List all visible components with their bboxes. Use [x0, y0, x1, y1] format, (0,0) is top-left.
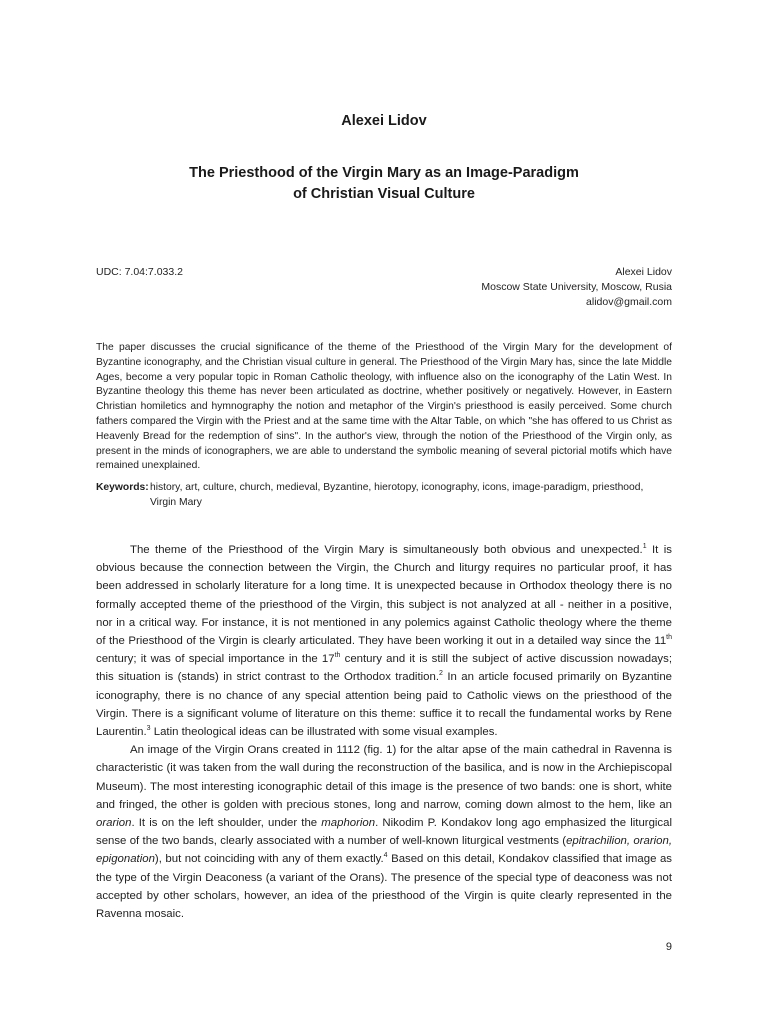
footnote-ref-4[interactable]: 4 [383, 852, 388, 860]
body-paragraph-1 [96, 541, 672, 741]
body-paragraph-2 [96, 741, 672, 923]
p2-text-a: An image of the Virgin Orans created in 1112 (fig. 1) for the altar apse of the main cathedral in Ravenna is characteristic (it was taken from the wall during the reconstruction of the basilica, and is now in the Archiepiscopal Museum). The most interesting iconographic detail of this image is the presence of two bands: one is short, white and fringed, the other is golden with precious stones, long and narrow, coming down almost to the hem, like an [96, 744, 672, 811]
page-number: 9 [665, 941, 672, 953]
p1-text-b: It is obvious because the connection between the Virgin, the Church and liturgy requires no particular proof, it has been addressed in scholarly literature for a long time. It is unexpected because in Orthodox theology there is no formally accepted theme of the priesthood of the Virgin, this subject is not analyzed at all - neither in a positive, nor in a critical way. For instance, it is not mentioned in any polemics against Catholic theology where the theme of the Priesthood of the Virgin is clearly articulated. They have been working it out in a detailed way since the 11 [96, 544, 673, 648]
p1-text-a: The theme of the Priesthood of the Virgin Mary is simultaneously both obvious and unexpected. [130, 544, 643, 556]
footnote-ref-1[interactable]: 1 [642, 543, 647, 551]
term-vestments: epitrachilion, orarion, epigonation [96, 835, 672, 866]
affiliation-institution: Moscow State University, Moscow, Rusia [481, 281, 672, 293]
p1-text-e: In an article focused primarily on Byzantine iconography, there is no chance of any special attention being paid to Catholic views on the priesthood of the Virgin. There is a significant volume of literature on this theme: suffice it to recall the fundamental works by Rene Laurentin. [96, 671, 672, 739]
author-affiliation [481, 265, 672, 310]
footnote-ref-3[interactable]: 3 [146, 725, 151, 733]
author-heading: Alexei Lidov [341, 113, 427, 129]
term-maphorion: maphorion [321, 817, 376, 830]
title-line-1: The Priesthood of the Virgin Mary as an Image-Paradigm [189, 165, 579, 181]
keywords [96, 481, 672, 511]
p2-text-b: . It is on the left shoulder, under the [131, 817, 322, 830]
term-orarion: orarion [96, 817, 132, 830]
p2-text-d: ), but not coinciding with any of them exactly. [154, 853, 384, 866]
keywords-text: history, art, culture, church, medieval, Byzantine, hierotopy, iconography, icons, image-paradigm, priesthood, Virgin Mary [150, 482, 644, 508]
ordinal-suffix: th [666, 634, 672, 642]
ordinal-suffix: th [334, 652, 341, 660]
p2-text-e: Based on this detail, Kondakov classified that image as the type of the Virgin Deaconess (a variant of the Orans). The presence of the special type of deaconess was not accepted by other scholars, however, an idea of the priesthood of the Virgin is quite clearly represented in the Ravenna mosaic. [96, 853, 672, 921]
body-text [96, 541, 672, 923]
keywords-label: Keywords: [96, 482, 149, 493]
p1-text-f: Latin theological ideas can be illustrated with some visual examples. [150, 726, 498, 739]
title-line-2: of Christian Visual Culture [293, 186, 475, 202]
p2-text-c: . Nikodim P. Kondakov long ago emphasized the liturgical sense of the two bands, clearly associated with a number of well-known liturgical vestments ( [96, 817, 672, 848]
footnote-ref-2[interactable]: 2 [439, 670, 443, 678]
affiliation-email[interactable]: alidov@gmail.com [586, 296, 672, 308]
paper-title [120, 163, 648, 205]
p1-text-c: century; it was of special importance in the 17 [96, 653, 335, 666]
affiliation-name: Alexei Lidov [615, 266, 672, 278]
abstract: The paper discusses the crucial significance of the theme of the Priesthood of the Virgin Mary for the development of Byzantine iconography, and the Christian visual culture in general. The Priesthood of the Virgin Mary has, since the late Middle Ages, become a very popular topic in Roman Catholic theology, with influence also on the iconography of the Latin West. In Byzantine theology this theme has never been articulated as doctrine, whether positively or negatively. However, in Eastern Christian homiletics and hymnography the notion and metaphor of the Virgin's priesthood is easily perceived. Some church fathers compared the Virgin with the Priest and at the same time with the Altar Table, on which "she has offered to us Christ as Heavenly Bread for the redemption of sins". In the author's view, through the notion of the Priesthood of the Virgin only, as present in the minds of iconographers, we are able to understand the symbolic meaning of several pictorial motifs which have remained unexplained. [96, 342, 672, 472]
udc-code: UDC: 7.04:7.033.2 [96, 266, 183, 278]
p1-text-d: century and it is still the subject of active discussion nowadays; this situation is (stands) in strict contrast to the Orthodox tradition. [96, 653, 672, 684]
